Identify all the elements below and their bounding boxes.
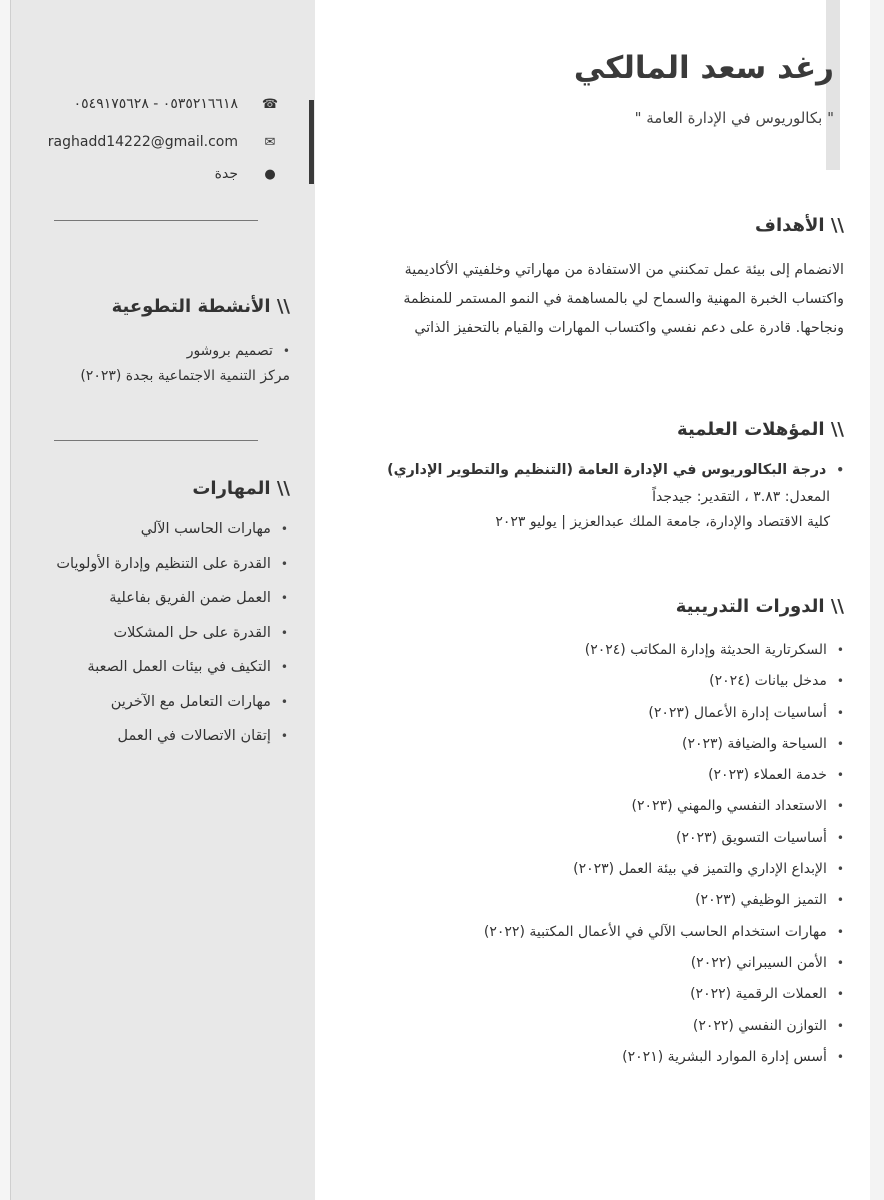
list-item: •التوازن النفسي (٢٠٢٢) — [484, 1011, 844, 1042]
bullet-icon: • — [282, 344, 290, 358]
list-item: •الاستعداد النفسي والمهني (٢٠٢٣) — [484, 791, 844, 822]
contact-location-row — [215, 166, 280, 182]
list-item: •التكيف في بيئات العمل الصعبة — [56, 650, 288, 685]
bullet-icon: • — [280, 660, 288, 674]
bullet-icon: • — [836, 463, 844, 477]
bullet-icon: • — [836, 643, 844, 657]
bullet-icon: • — [836, 830, 844, 845]
sidebar-divider — [54, 220, 258, 221]
bullet-icon: • — [836, 674, 844, 689]
person-name: رغد سعد المالكي — [573, 50, 834, 86]
bullet-icon: • — [280, 522, 288, 536]
education-degree: •درجة البكالوريوس في الإدارة العامة (التنظيم والتطوير الإداري) — [387, 462, 844, 478]
objectives-text: الانضمام إلى بيئة عمل تمكنني من الاستفادة من مهاراتي وخلفيتي الأكاديمية واكتساب الخبرة المهنية والسماح لي بالمساهمة في النمو المستمر للمنظمة ونجاحها. قادرة على دعم نفسي واكتساب المهارات والقيام بالتحفيز الذاتي — [403, 262, 844, 336]
bullet-icon: • — [836, 1049, 844, 1064]
contact-city: جدة — [214, 166, 238, 182]
bullet-icon: • — [836, 862, 844, 877]
bullet-icon: • — [836, 955, 844, 970]
list-item: •السكرتارية الحديثة وإدارة المكاتب (٢٠٢٤) — [484, 635, 844, 666]
list-item: •مهارات استخدام الحاسب الآلي في الأعمال المكتبية (٢٠٢٢) — [484, 917, 844, 948]
list-item: •أسس إدارة الموارد البشرية (٢٠٢١) — [484, 1042, 844, 1073]
sidebar-divider — [54, 440, 258, 441]
list-item: •السياحة والضيافة (٢٠٢٣) — [484, 729, 844, 760]
phone-icon: ☎ — [261, 96, 279, 112]
list-item: •أساسيات التسويق (٢٠٢٣) — [484, 823, 844, 854]
courses-list — [484, 635, 844, 1073]
courses-heading: \\ الدورات التدريبية — [675, 596, 844, 617]
skills-list — [56, 512, 288, 754]
list-item: •خدمة العملاء (٢٠٢٣) — [484, 760, 844, 791]
list-item: •أساسيات إدارة الأعمال (٢٠٢٣) — [484, 698, 844, 729]
contact-phone-row — [74, 96, 280, 112]
bullet-icon: • — [836, 1018, 844, 1033]
bullet-icon: • — [836, 768, 844, 783]
list-item: •إتقان الاتصالات في العمل — [56, 719, 288, 754]
education-school: كلية الاقتصاد والإدارة، جامعة الملك عبدالعزيز | يوليو ٢٠٢٣ — [495, 514, 830, 530]
contact-email: raghadd14222@gmail.com — [47, 134, 238, 150]
list-item: •مدخل بيانات (٢٠٢٤) — [484, 666, 844, 697]
volunteer-heading: \\ الأنشطة التطوعية — [111, 296, 290, 317]
contact-phone: ٠٥٣٥٢١٦٦١٨ - ٠٥٤٩١٧٥٦٢٨ — [73, 96, 238, 112]
skills-heading: \\ المهارات — [192, 478, 290, 499]
volunteer-item: •تصميم بروشور — [186, 343, 290, 359]
list-item: •الأمن السيبراني (٢٠٢٢) — [484, 948, 844, 979]
list-item: •التميز الوظيفي (٢٠٢٣) — [484, 885, 844, 916]
list-item: •القدرة على حل المشكلات — [56, 616, 288, 651]
bullet-icon: • — [280, 625, 288, 640]
bullet-icon: • — [836, 799, 844, 814]
bullet-icon: • — [280, 556, 288, 571]
volunteer-org: مركز التنمية الاجتماعية بجدة (٢٠٢٣) — [80, 368, 290, 384]
bullet-icon: • — [836, 736, 844, 751]
sidebar-accent-bar — [309, 100, 314, 184]
person-title: " بكالوريوس في الإدارة العامة " — [634, 109, 834, 127]
bullet-icon: • — [836, 705, 844, 720]
bullet-icon: • — [836, 893, 844, 908]
bullet-icon: • — [280, 694, 288, 709]
education-gpa: المعدل: ٣.٨٣ ، التقدير: جيدجداً — [652, 489, 830, 505]
bullet-icon: • — [280, 591, 288, 605]
envelope-icon: ✉ — [264, 134, 276, 150]
education-heading: \\ المؤهلات العلمية — [677, 419, 844, 440]
list-item: •العمل ضمن الفريق بفاعلية — [56, 581, 288, 616]
list-item: •مهارات التعامل مع الآخرين — [56, 685, 288, 720]
bullet-icon: • — [836, 987, 844, 1002]
list-item: •الإبداع الإداري والتميز في بيئة العمل (٢٠٢٣) — [484, 854, 844, 885]
location-pin-icon: ● — [264, 166, 276, 182]
list-item: •القدرة على التنظيم وإدارة الأولويات — [56, 547, 288, 582]
objectives-heading: \\ الأهداف — [755, 215, 844, 236]
bullet-icon: • — [280, 729, 288, 743]
bullet-icon: • — [836, 924, 844, 939]
list-item: •العملات الرقمية (٢٠٢٢) — [484, 979, 844, 1010]
contact-email-row — [48, 134, 280, 150]
page-edge — [0, 0, 10, 1200]
list-item: •مهارات الحاسب الآلي — [56, 512, 288, 547]
page-right-edge — [870, 0, 884, 1200]
